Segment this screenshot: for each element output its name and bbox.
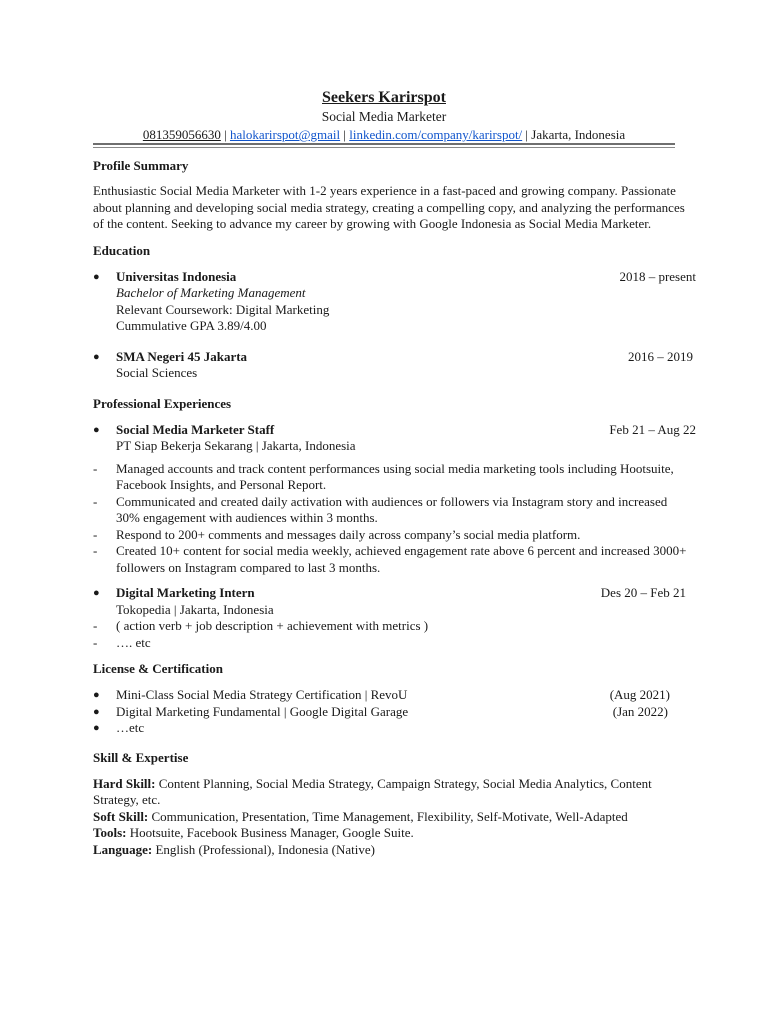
separator: | [220, 127, 230, 142]
bullet-icon: ● [93, 689, 100, 701]
job-bullet-list [93, 461, 693, 577]
resume-header [0, 88, 768, 144]
certification-date: (Aug 2021) [609, 687, 670, 702]
section-title-certification: License & Certification [93, 661, 223, 676]
list-item: - ( action verb + job description + achievement with metrics ) [93, 618, 429, 633]
dash-icon: - [93, 618, 98, 633]
company: PT Siap Bekerja Sekarang | Jakarta, Indonesia [116, 438, 356, 453]
candidate-role: Social Media Marketer [321, 109, 447, 124]
certification-list [93, 687, 670, 737]
dash-icon: - [93, 526, 98, 542]
experience-entry [93, 585, 686, 618]
email-link[interactable]: halokarirspot@gmail [229, 127, 341, 142]
certification-item [93, 720, 670, 737]
job-dates: Feb 21 – Aug 22 [609, 421, 696, 437]
certification-item [93, 704, 670, 721]
resume-body [93, 157, 696, 858]
dash-icon: - [93, 493, 98, 509]
dash-icon: - [93, 543, 98, 558]
candidate-name: Seekers Karirspot [322, 89, 446, 106]
certification-name: Digital Marketing Fundamental | Google Digital Garage [116, 703, 409, 719]
dash-icon: - [93, 460, 98, 476]
job-dates: Des 20 – Feb 21 [600, 585, 686, 600]
linkedin-link[interactable]: linkedin.com/company/karirspot/ [349, 127, 523, 142]
header-divider-thin [93, 147, 675, 148]
school-name: SMA Negeri 45 Jakarta [116, 348, 248, 364]
certification-item [93, 687, 670, 704]
list-item: - Managed accounts and track content performances using social media marketing tools including Hootsuite, Facebook Insights, and Personal Report. [93, 460, 674, 492]
bullet-icon: ● [93, 270, 100, 283]
section-title-education: Education [93, 242, 151, 258]
soft-skill-line: Soft Skill: Communication, Presentation, Time Management, Flexibility, Self-Motivate, Well-Adapted [93, 808, 628, 824]
list-item: - Created 10+ content for social media weekly, achieved engagement rate above 6 percent and increased 3000+ followers on Instagram compared to last 3 months. [93, 543, 687, 575]
bullet-icon: ● [93, 350, 100, 363]
education-entry [93, 349, 693, 382]
certification-name: …etc [116, 720, 145, 735]
profile-summary-text: Enthusiastic Social Media Marketer with 1-2 years experience in a fast-paced and growing company. Passionate about planning and developing social media strategy, creating a compelling copy, and analyzing the performances of the content. Seeking to advance my career by growing with Google Indonesia as Social Media Marketer. [93, 183, 685, 231]
dash-icon: - [93, 634, 98, 650]
bullet-icon: ● [93, 423, 100, 436]
separator: | [522, 127, 532, 142]
bullet-icon: ● [93, 722, 100, 734]
education-dates: 2016 – 2019 [628, 348, 693, 364]
header-divider [93, 143, 675, 145]
tools-line: Tools: Hootsuite, Facebook Business Manager, Google Suite. [93, 825, 414, 840]
language-line: Language: English (Professional), Indonesia (Native) [93, 841, 375, 857]
company: Tokopedia | Jakarta, Indonesia [116, 601, 274, 617]
phone-number: 081359056630 [142, 127, 221, 142]
skills-block [93, 776, 693, 859]
section-title-profile: Profile Summary [93, 158, 189, 173]
list-item: - …. etc [93, 634, 151, 650]
bullet-icon: ● [93, 587, 100, 599]
gpa: Cummulative GPA 3.89/4.00 [116, 318, 267, 333]
school-name: Universitas Indonesia [116, 268, 237, 284]
degree: Social Sciences [116, 365, 198, 380]
certification-date: (Jan 2022) [612, 703, 668, 719]
section-title-experience: Professional Experiences [93, 395, 232, 411]
bullet-icon: ● [93, 705, 100, 718]
location: Jakarta, Indonesia [531, 127, 626, 142]
education-dates: 2018 – present [619, 268, 696, 284]
job-title: Digital Marketing Intern [116, 585, 255, 600]
certification-name: Mini-Class Social Media Strategy Certification | RevoU [116, 687, 408, 702]
separator: | [340, 127, 350, 142]
section-title-skills: Skill & Expertise [93, 749, 189, 765]
list-item: - Communicated and created daily activation with audiences or followers via Instagram story and increased 30% engagement with audiences within 3 months. [93, 493, 668, 525]
contact-line [0, 126, 768, 144]
experience-entry [93, 422, 696, 455]
job-title: Social Media Marketer Staff [116, 421, 275, 437]
coursework: Relevant Coursework: Digital Marketing [116, 301, 330, 317]
job-bullet-list [93, 618, 693, 651]
list-item: - Respond to 200+ comments and messages daily across company’s social media platform. [93, 526, 581, 542]
hard-skill-line: Hard Skill: Content Planning, Social Media Strategy, Campaign Strategy, Social Media Analytics, Content Strategy, etc. [93, 775, 652, 807]
education-entry [93, 269, 696, 335]
degree: Bachelor of Marketing Management [116, 285, 306, 300]
